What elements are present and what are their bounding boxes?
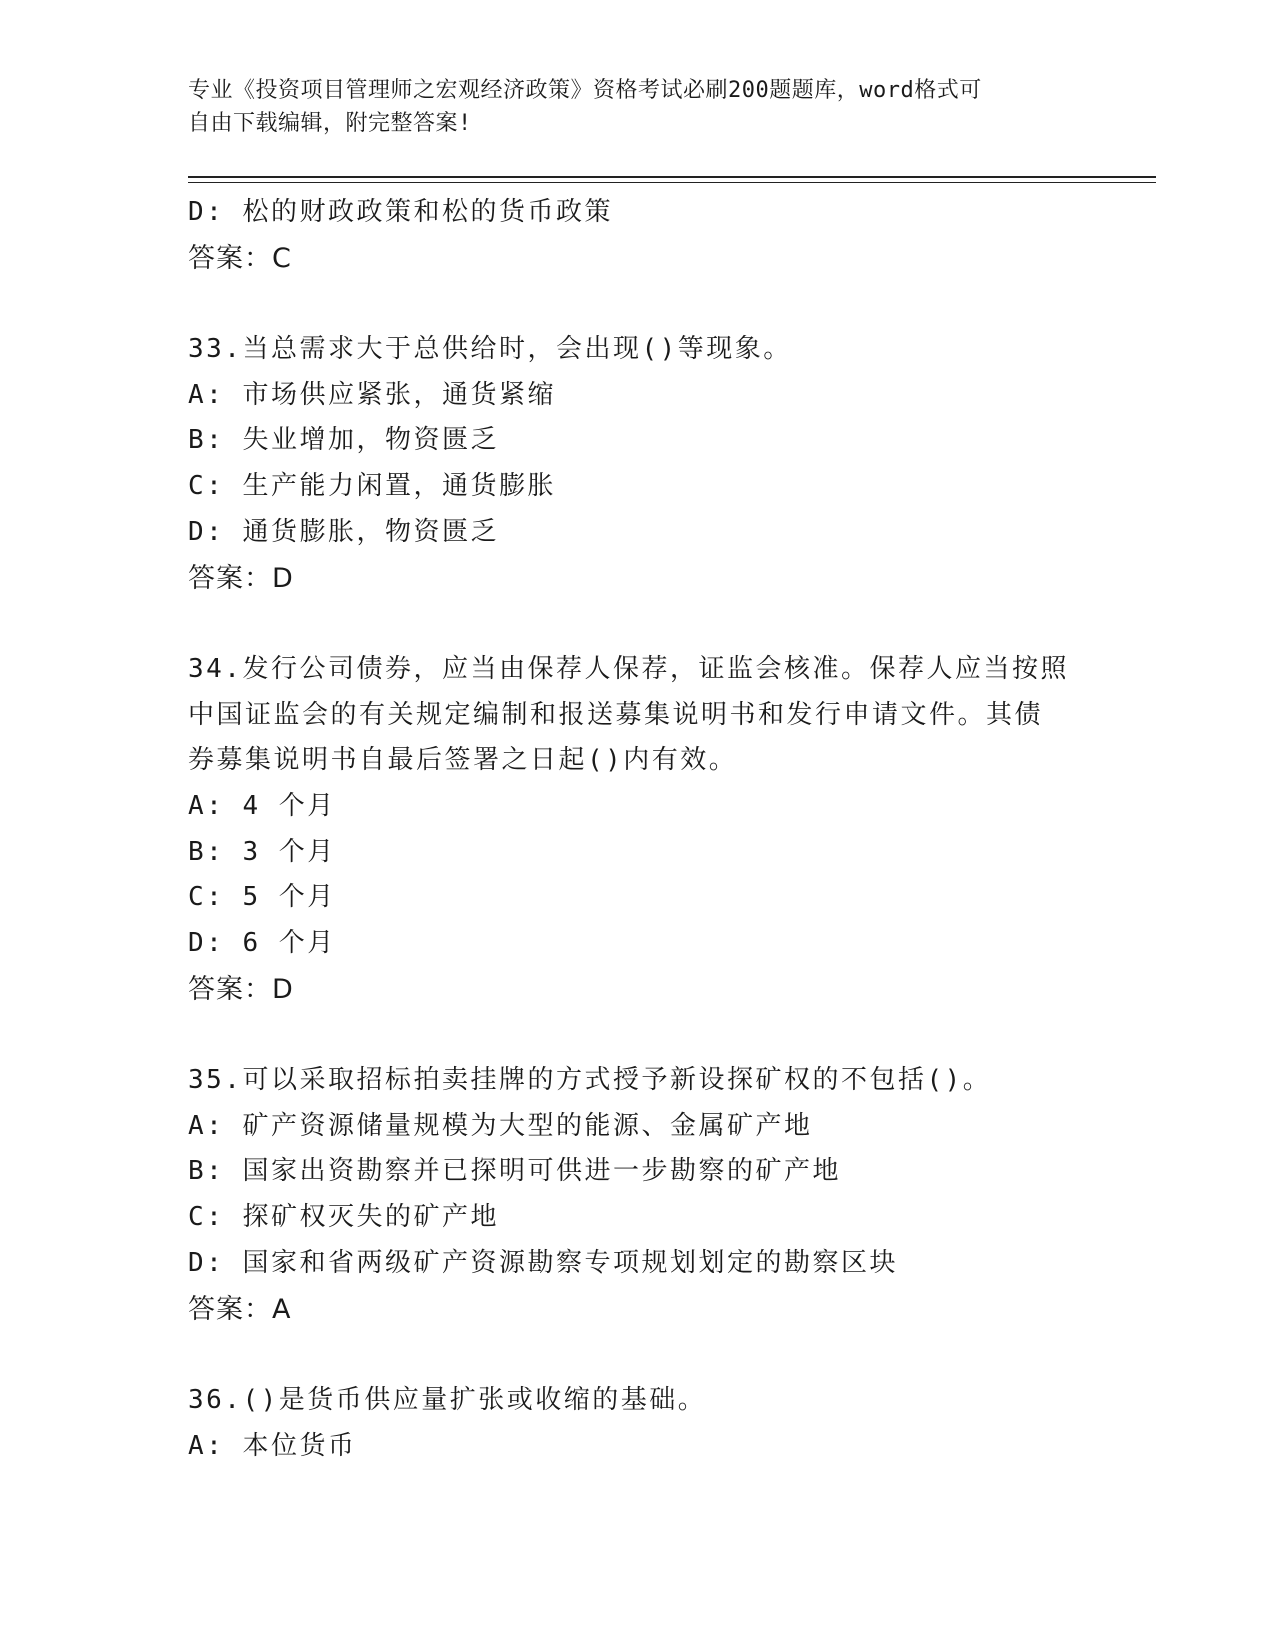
question-34-text-line-1: 34.发行公司债券，应当由保荐人保荐，证监会核准。保荐人应当按照 [188, 653, 1069, 684]
spacer [188, 1332, 1088, 1378]
spacer [188, 1012, 1088, 1058]
prev-answer: 答案：C [188, 242, 292, 274]
header-line-1: 专业《投资项目管理师之宏观经济政策》资格考试必刷200题题库，word格式可 [188, 78, 982, 103]
question-33-option-d: D: 通货膨胀，物资匮乏 [188, 516, 499, 547]
header-line-2: 自由下载编辑，附完整答案! [188, 111, 472, 136]
question-33-text: 33.当总需求大于总供给时，会出现()等现象。 [188, 334, 792, 365]
header-rule-thick [188, 176, 1156, 178]
question-34-option-b: B: 3 个月 [188, 836, 336, 867]
question-34-option-d: D: 6 个月 [188, 928, 336, 958]
header-rule-thin [188, 182, 1156, 183]
question-34-answer: 答案：D [188, 973, 294, 1005]
question-33-option-a: A: 市场供应紧张，通货紧缩 [188, 379, 556, 410]
question-34-option-c: C: 5 个月 [188, 882, 336, 913]
question-34-option-a: A: 4 个月 [188, 790, 336, 821]
question-34-text-line-2: 中国证监会的有关规定编制和报送募集说明书和发行申请文件。其债 [188, 699, 1044, 730]
spacer [188, 601, 1088, 647]
question-35-text: 35.可以采取招标拍卖挂牌的方式授予新设探矿权的不包括()。 [188, 1065, 992, 1096]
prev-option-d: D: 松的财政政策和松的货币政策 [188, 197, 613, 227]
question-33-option-b: B: 失业增加，物资匮乏 [188, 425, 499, 456]
question-34-text-line-3: 券募集说明书自最后签署之日起()内有效。 [188, 745, 738, 776]
question-35-answer: 答案：A [188, 1293, 292, 1325]
question-35-option-a: A: 矿产资源储量规模为大型的能源、金属矿产地 [188, 1110, 813, 1141]
question-35-option-b: B: 国家出资勘察并已探明可供进一步勘察的矿产地 [188, 1156, 841, 1187]
question-33-option-c: C: 生产能力闲置，通货膨胀 [188, 471, 556, 502]
document-header [188, 74, 1068, 140]
question-35-option-d: D: 国家和省两级矿产资源勘察专项规划划定的勘察区块 [188, 1247, 898, 1278]
question-36-text: 36.()是货币供应量扩张或收缩的基础。 [188, 1384, 707, 1415]
question-list [188, 190, 1088, 1469]
question-36-option-a: A: 本位货币 [188, 1430, 357, 1461]
question-35-option-c: C: 探矿权灭失的矿产地 [188, 1202, 499, 1233]
question-33-answer: 答案：D [188, 562, 294, 594]
spacer [188, 281, 1088, 327]
